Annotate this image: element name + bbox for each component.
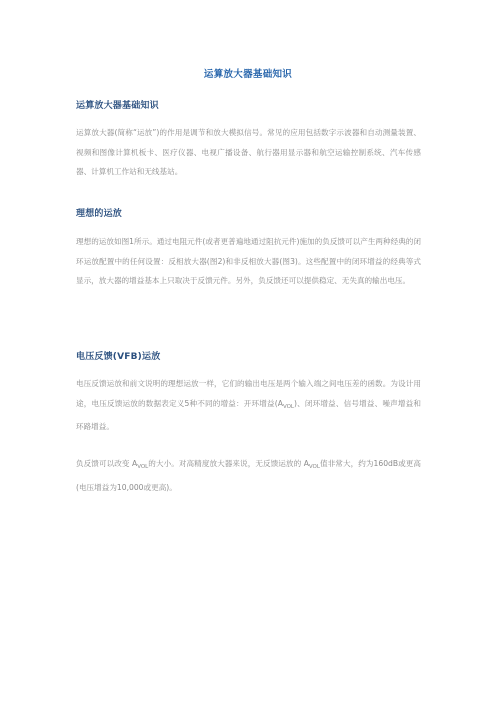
feedback-text-part3: 值非常大，约为160dB或更高(电压增益为10,000或更高)。 [76, 459, 421, 492]
vfb-gains-text-before: 电压反馈运放和前文说明的理想运放一样，它们的输出电压是两个输入端之间电压差的函数。为设计用途，电压反馈运放的数据表定义5种不同的增益：开环增益(A [76, 379, 421, 408]
page-title: 运算放大器基础知识 [203, 69, 293, 80]
feedback-text-part1: 负反馈可以改变 A [76, 459, 138, 468]
section-heading-vfb-op-amp: 电压反馈(VFB)运放 [76, 352, 161, 362]
vol-subscript-1: VOL [137, 464, 149, 470]
paragraph-vfb-gains [76, 374, 421, 437]
feedback-text-part2: 的大小。对高精度放大器来说，无反馈运放的 A [148, 459, 309, 468]
vol-subscript: VOL [282, 403, 294, 410]
paragraph-op-amp-basics: 运算放大器(简称“运放”)的作用是调节和放大模拟信号。常见的应用包括数字示波器和自动测量装置、视频和图像计算机板卡、医疗仪器、电视广播设备、航行器用显示器和航空运输控制系统、汽车传感器、计算机工作站和无线基站。 [76, 128, 421, 177]
vol-subscript-2: VOL [308, 464, 320, 470]
section-heading-op-amp-basics: 运算放大器基础知识 [76, 101, 159, 111]
section-heading-ideal-op-amp: 理想的运放 [76, 209, 123, 219]
paragraph-ideal-op-amp: 理想的运放如图1所示。通过电阻元件(或者更普遍地通过阻抗元件)施加的负反馈可以产生两种经典的闭环运放配置中的任何设置：反相放大器(图2)和非反相放大器(图3)。这些配置中的闭环增益的经典等式显示，放大器的增益基本上只取决于反馈元件。另外，负反馈还可以提供稳定、无失真的输出电压。 [76, 237, 421, 286]
vfb-gains-text-after: )、闭环增益、信号增益、噪声增益和环路增益。 [76, 398, 421, 432]
paragraph-negative-feedback [76, 454, 421, 497]
